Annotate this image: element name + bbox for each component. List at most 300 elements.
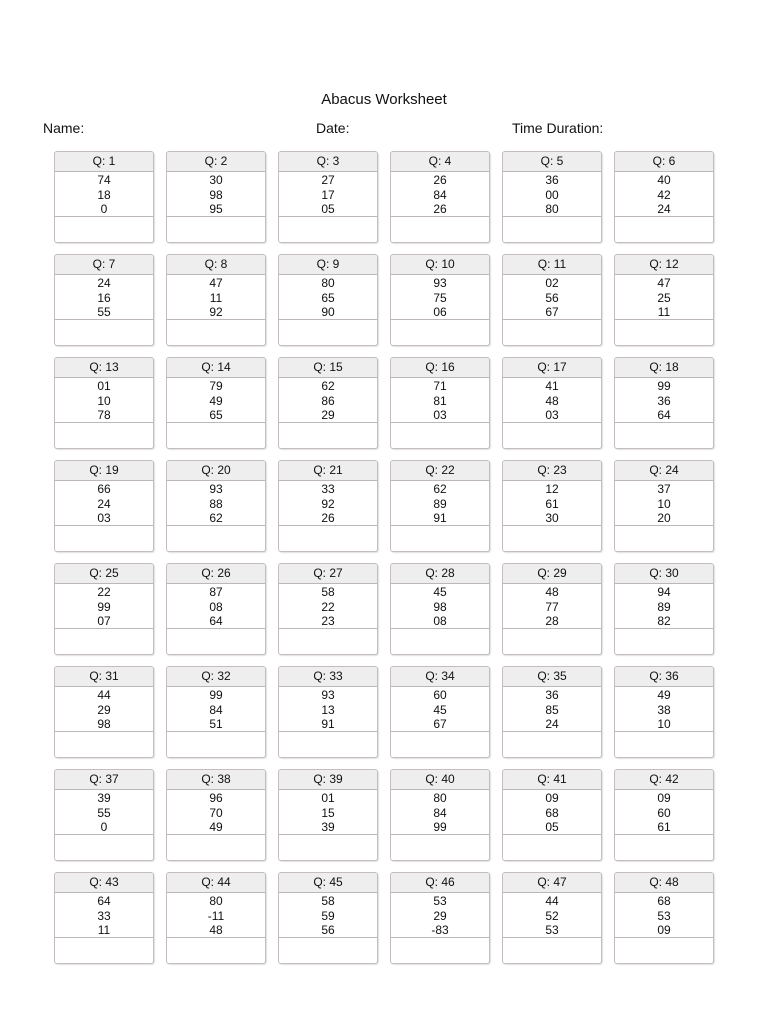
question-label: Q: 33 [279, 667, 377, 687]
question-box [166, 151, 266, 243]
question-box [390, 666, 490, 758]
question-number: 89 [433, 496, 447, 511]
answer-field[interactable] [279, 732, 377, 757]
question-box [278, 151, 378, 243]
answer-field[interactable] [55, 938, 153, 963]
question-number: 23 [321, 614, 335, 628]
question-numbers [167, 790, 265, 835]
question-number: 64 [97, 894, 111, 908]
question-label: Q: 25 [55, 564, 153, 584]
question-number: 10 [97, 393, 111, 408]
question-number: 24 [97, 276, 111, 290]
question-number: 99 [433, 820, 447, 834]
question-number: 79 [209, 379, 223, 393]
question-number: 48 [209, 923, 223, 937]
question-label: Q: 40 [391, 770, 489, 790]
question-number: 56 [545, 290, 559, 305]
question-box [502, 769, 602, 861]
question-number: 80 [545, 202, 559, 216]
question-number: 78 [97, 408, 111, 422]
question-box [502, 460, 602, 552]
question-number: 98 [433, 599, 447, 614]
question-box [390, 872, 490, 964]
question-number: 51 [209, 717, 223, 731]
question-box [278, 357, 378, 449]
question-number: 10 [657, 496, 671, 511]
question-label: Q: 5 [503, 152, 601, 172]
question-number: 42 [657, 187, 671, 202]
answer-field[interactable] [615, 629, 713, 654]
question-box [502, 563, 602, 655]
question-number: 26 [433, 173, 447, 187]
question-label: Q: 21 [279, 461, 377, 481]
answer-field[interactable] [167, 423, 265, 448]
question-number: 00 [545, 187, 559, 202]
question-number: 08 [433, 614, 447, 628]
answer-field[interactable] [167, 732, 265, 757]
question-number: 56 [321, 923, 335, 937]
question-label: Q: 46 [391, 873, 489, 893]
answer-field[interactable] [167, 526, 265, 551]
answer-field[interactable] [615, 423, 713, 448]
question-number: 98 [97, 717, 111, 731]
question-number: 61 [545, 496, 559, 511]
question-number: 12 [545, 482, 559, 496]
question-numbers [391, 687, 489, 732]
question-number: 01 [321, 791, 335, 805]
answer-field[interactable] [55, 217, 153, 242]
question-number: 25 [657, 290, 671, 305]
question-number: 68 [545, 805, 559, 820]
question-number: 58 [321, 585, 335, 599]
question-number: 81 [433, 393, 447, 408]
answer-field[interactable] [55, 320, 153, 345]
question-number: 0 [100, 202, 108, 216]
question-box [166, 460, 266, 552]
question-number: 38 [657, 702, 671, 717]
question-label: Q: 7 [55, 255, 153, 275]
question-number: 74 [97, 173, 111, 187]
question-number: 67 [545, 305, 559, 319]
question-number: 59 [321, 908, 335, 923]
question-number: 27 [321, 173, 335, 187]
question-label: Q: 4 [391, 152, 489, 172]
question-numbers [615, 275, 713, 320]
question-label: Q: 39 [279, 770, 377, 790]
answer-field[interactable] [503, 217, 601, 242]
answer-field[interactable] [391, 423, 489, 448]
question-label: Q: 3 [279, 152, 377, 172]
question-numbers [279, 584, 377, 629]
answer-field[interactable] [279, 320, 377, 345]
question-numbers [503, 584, 601, 629]
question-numbers [279, 275, 377, 320]
question-label: Q: 12 [615, 255, 713, 275]
answer-field[interactable] [391, 320, 489, 345]
question-number: 16 [97, 290, 111, 305]
question-box [502, 872, 602, 964]
question-numbers [55, 378, 153, 423]
question-numbers [167, 378, 265, 423]
question-label: Q: 35 [503, 667, 601, 687]
question-label: Q: 13 [55, 358, 153, 378]
question-box [390, 357, 490, 449]
question-number: 40 [657, 173, 671, 187]
question-box [502, 254, 602, 346]
question-number: 65 [321, 290, 335, 305]
question-numbers [167, 687, 265, 732]
answer-field[interactable] [503, 526, 601, 551]
answer-field[interactable] [503, 320, 601, 345]
question-number: 39 [97, 791, 111, 805]
question-number: 36 [545, 173, 559, 187]
answer-field[interactable] [615, 938, 713, 963]
answer-field[interactable] [391, 732, 489, 757]
question-numbers [55, 790, 153, 835]
answer-field[interactable] [55, 526, 153, 551]
question-number: 84 [433, 805, 447, 820]
question-label: Q: 18 [615, 358, 713, 378]
question-number: 92 [209, 305, 223, 319]
question-number: 58 [321, 894, 335, 908]
question-number: 18 [97, 187, 111, 202]
question-number: 10 [657, 717, 671, 731]
question-numbers [615, 481, 713, 526]
question-box [166, 254, 266, 346]
question-numbers [279, 481, 377, 526]
question-number: 24 [545, 717, 559, 731]
question-label: Q: 37 [55, 770, 153, 790]
question-numbers [391, 275, 489, 320]
question-number: 95 [209, 202, 223, 216]
question-number: -11 [207, 908, 225, 923]
question-number: 85 [545, 702, 559, 717]
question-box [614, 563, 714, 655]
question-label: Q: 22 [391, 461, 489, 481]
answer-field[interactable] [615, 732, 713, 757]
question-numbers [279, 687, 377, 732]
question-box [614, 769, 714, 861]
question-number: 17 [321, 187, 335, 202]
question-box [390, 254, 490, 346]
question-numbers [167, 275, 265, 320]
question-numbers [503, 790, 601, 835]
question-number: 84 [209, 702, 223, 717]
question-box [54, 666, 154, 758]
question-label: Q: 26 [167, 564, 265, 584]
answer-field[interactable] [615, 320, 713, 345]
answer-field[interactable] [503, 732, 601, 757]
question-box [278, 769, 378, 861]
answer-field[interactable] [503, 423, 601, 448]
answer-field[interactable] [55, 423, 153, 448]
question-box [614, 357, 714, 449]
question-number: 77 [545, 599, 559, 614]
question-label: Q: 31 [55, 667, 153, 687]
answer-field[interactable] [55, 629, 153, 654]
question-numbers [391, 584, 489, 629]
answer-field[interactable] [279, 423, 377, 448]
question-label: Q: 45 [279, 873, 377, 893]
question-box [614, 254, 714, 346]
question-label: Q: 2 [167, 152, 265, 172]
question-box [390, 151, 490, 243]
question-box [278, 563, 378, 655]
question-number: 30 [209, 173, 223, 187]
question-number: 55 [97, 305, 111, 319]
question-numbers [55, 481, 153, 526]
question-numbers [391, 893, 489, 938]
question-numbers [167, 893, 265, 938]
question-label: Q: 27 [279, 564, 377, 584]
question-number: 44 [545, 894, 559, 908]
question-numbers [503, 687, 601, 732]
question-box [166, 872, 266, 964]
question-numbers [503, 172, 601, 217]
question-label: Q: 29 [503, 564, 601, 584]
question-box [166, 357, 266, 449]
question-box [54, 357, 154, 449]
question-number: 09 [657, 791, 671, 805]
question-number: 20 [657, 511, 671, 525]
question-number: 70 [209, 805, 223, 820]
question-number: 99 [97, 599, 111, 614]
question-label: Q: 48 [615, 873, 713, 893]
question-number: 24 [97, 496, 111, 511]
question-number: 75 [433, 290, 447, 305]
question-number: 44 [97, 688, 111, 702]
answer-field[interactable] [391, 217, 489, 242]
question-number: 41 [545, 379, 559, 393]
question-label: Q: 47 [503, 873, 601, 893]
question-label: Q: 28 [391, 564, 489, 584]
question-number: 26 [433, 202, 447, 216]
question-number: 02 [545, 276, 559, 290]
question-number: 22 [97, 585, 111, 599]
question-number: 09 [545, 791, 559, 805]
answer-field[interactable] [503, 938, 601, 963]
question-box [502, 357, 602, 449]
question-number: 65 [209, 408, 223, 422]
question-label: Q: 23 [503, 461, 601, 481]
answer-field[interactable] [279, 938, 377, 963]
question-number: 80 [209, 894, 223, 908]
question-number: 71 [433, 379, 447, 393]
question-label: Q: 16 [391, 358, 489, 378]
question-box [614, 460, 714, 552]
answer-field[interactable] [615, 835, 713, 860]
question-number: 90 [321, 305, 335, 319]
question-number: 22 [321, 599, 335, 614]
question-number: 93 [209, 482, 223, 496]
question-number: 47 [657, 276, 671, 290]
question-number: 0 [100, 820, 108, 834]
question-number: 53 [545, 923, 559, 937]
answer-field[interactable] [391, 629, 489, 654]
question-number: 94 [657, 585, 671, 599]
question-numbers [391, 378, 489, 423]
question-number: 91 [433, 511, 447, 525]
question-number: 66 [97, 482, 111, 496]
question-label: Q: 14 [167, 358, 265, 378]
answer-field[interactable] [615, 526, 713, 551]
question-number: -83 [431, 923, 449, 937]
question-box [54, 563, 154, 655]
question-number: 24 [657, 202, 671, 216]
answer-field[interactable] [167, 629, 265, 654]
question-box [278, 254, 378, 346]
question-number: 92 [321, 496, 335, 511]
answer-field[interactable] [279, 217, 377, 242]
question-number: 30 [545, 511, 559, 525]
answer-field[interactable] [167, 217, 265, 242]
question-numbers [55, 893, 153, 938]
question-number: 11 [97, 923, 111, 937]
question-number: 93 [321, 688, 335, 702]
question-number: 99 [657, 379, 671, 393]
question-number: 05 [545, 820, 559, 834]
question-number: 62 [433, 482, 447, 496]
question-grid [54, 151, 714, 964]
question-box [54, 769, 154, 861]
question-number: 13 [321, 702, 335, 717]
question-label: Q: 15 [279, 358, 377, 378]
question-number: 49 [657, 688, 671, 702]
answer-field[interactable] [167, 835, 265, 860]
question-number: 08 [209, 599, 223, 614]
question-numbers [615, 790, 713, 835]
question-numbers [615, 378, 713, 423]
question-number: 99 [209, 688, 223, 702]
question-numbers [391, 481, 489, 526]
question-label: Q: 24 [615, 461, 713, 481]
question-number: 82 [657, 614, 671, 628]
question-box [390, 460, 490, 552]
question-number: 67 [433, 717, 447, 731]
answer-field[interactable] [55, 732, 153, 757]
answer-field[interactable] [55, 835, 153, 860]
question-number: 60 [433, 688, 447, 702]
answer-field[interactable] [279, 526, 377, 551]
question-numbers [615, 584, 713, 629]
question-number: 91 [321, 717, 335, 731]
question-label: Q: 38 [167, 770, 265, 790]
answer-field[interactable] [279, 629, 377, 654]
question-number: 98 [209, 187, 223, 202]
question-number: 93 [433, 276, 447, 290]
question-number: 53 [433, 894, 447, 908]
question-label: Q: 11 [503, 255, 601, 275]
question-number: 37 [657, 482, 671, 496]
question-number: 03 [545, 408, 559, 422]
question-box [166, 666, 266, 758]
question-number: 89 [657, 599, 671, 614]
question-numbers [503, 893, 601, 938]
question-numbers [167, 584, 265, 629]
question-label: Q: 34 [391, 667, 489, 687]
question-box [54, 460, 154, 552]
question-numbers [55, 275, 153, 320]
question-numbers [391, 172, 489, 217]
question-number: 47 [209, 276, 223, 290]
question-box [166, 563, 266, 655]
question-label: Q: 6 [615, 152, 713, 172]
question-box [614, 151, 714, 243]
question-number: 48 [545, 585, 559, 599]
question-box [54, 872, 154, 964]
question-number: 62 [321, 379, 335, 393]
question-box [54, 151, 154, 243]
name-label: Name: [43, 120, 85, 136]
question-numbers [279, 172, 377, 217]
question-number: 53 [657, 908, 671, 923]
question-number: 28 [545, 614, 559, 628]
question-label: Q: 8 [167, 255, 265, 275]
question-number: 61 [657, 820, 671, 834]
question-numbers [503, 481, 601, 526]
question-number: 29 [97, 702, 111, 717]
question-label: Q: 44 [167, 873, 265, 893]
question-number: 49 [209, 393, 223, 408]
question-label: Q: 41 [503, 770, 601, 790]
answer-field[interactable] [167, 938, 265, 963]
answer-field[interactable] [279, 835, 377, 860]
question-number: 62 [209, 511, 223, 525]
question-number: 29 [321, 408, 335, 422]
answer-field[interactable] [391, 835, 489, 860]
question-box [278, 460, 378, 552]
question-number: 96 [209, 791, 223, 805]
question-numbers [55, 584, 153, 629]
question-number: 26 [321, 511, 335, 525]
question-number: 36 [545, 688, 559, 702]
answer-field[interactable] [615, 217, 713, 242]
question-number: 64 [209, 614, 223, 628]
question-box [502, 151, 602, 243]
question-number: 39 [321, 820, 335, 834]
answer-field[interactable] [167, 320, 265, 345]
question-label: Q: 17 [503, 358, 601, 378]
question-number: 88 [209, 496, 223, 511]
answer-field[interactable] [503, 629, 601, 654]
question-numbers [615, 687, 713, 732]
question-number: 11 [209, 290, 223, 305]
question-box [390, 563, 490, 655]
question-number: 49 [209, 820, 223, 834]
answer-field[interactable] [391, 526, 489, 551]
question-number: 05 [321, 202, 335, 216]
answer-field[interactable] [391, 938, 489, 963]
question-box [54, 254, 154, 346]
question-number: 03 [433, 408, 447, 422]
question-box [278, 666, 378, 758]
question-number: 06 [433, 305, 447, 319]
question-number: 45 [433, 585, 447, 599]
answer-field[interactable] [503, 835, 601, 860]
question-box [390, 769, 490, 861]
question-number: 52 [545, 908, 559, 923]
question-label: Q: 43 [55, 873, 153, 893]
question-number: 11 [657, 305, 671, 319]
question-number: 01 [97, 379, 111, 393]
question-number: 80 [433, 791, 447, 805]
question-number: 33 [97, 908, 111, 923]
question-label: Q: 20 [167, 461, 265, 481]
question-number: 09 [657, 923, 671, 937]
time-duration-label: Time Duration: [512, 120, 604, 136]
question-numbers [503, 275, 601, 320]
question-label: Q: 10 [391, 255, 489, 275]
